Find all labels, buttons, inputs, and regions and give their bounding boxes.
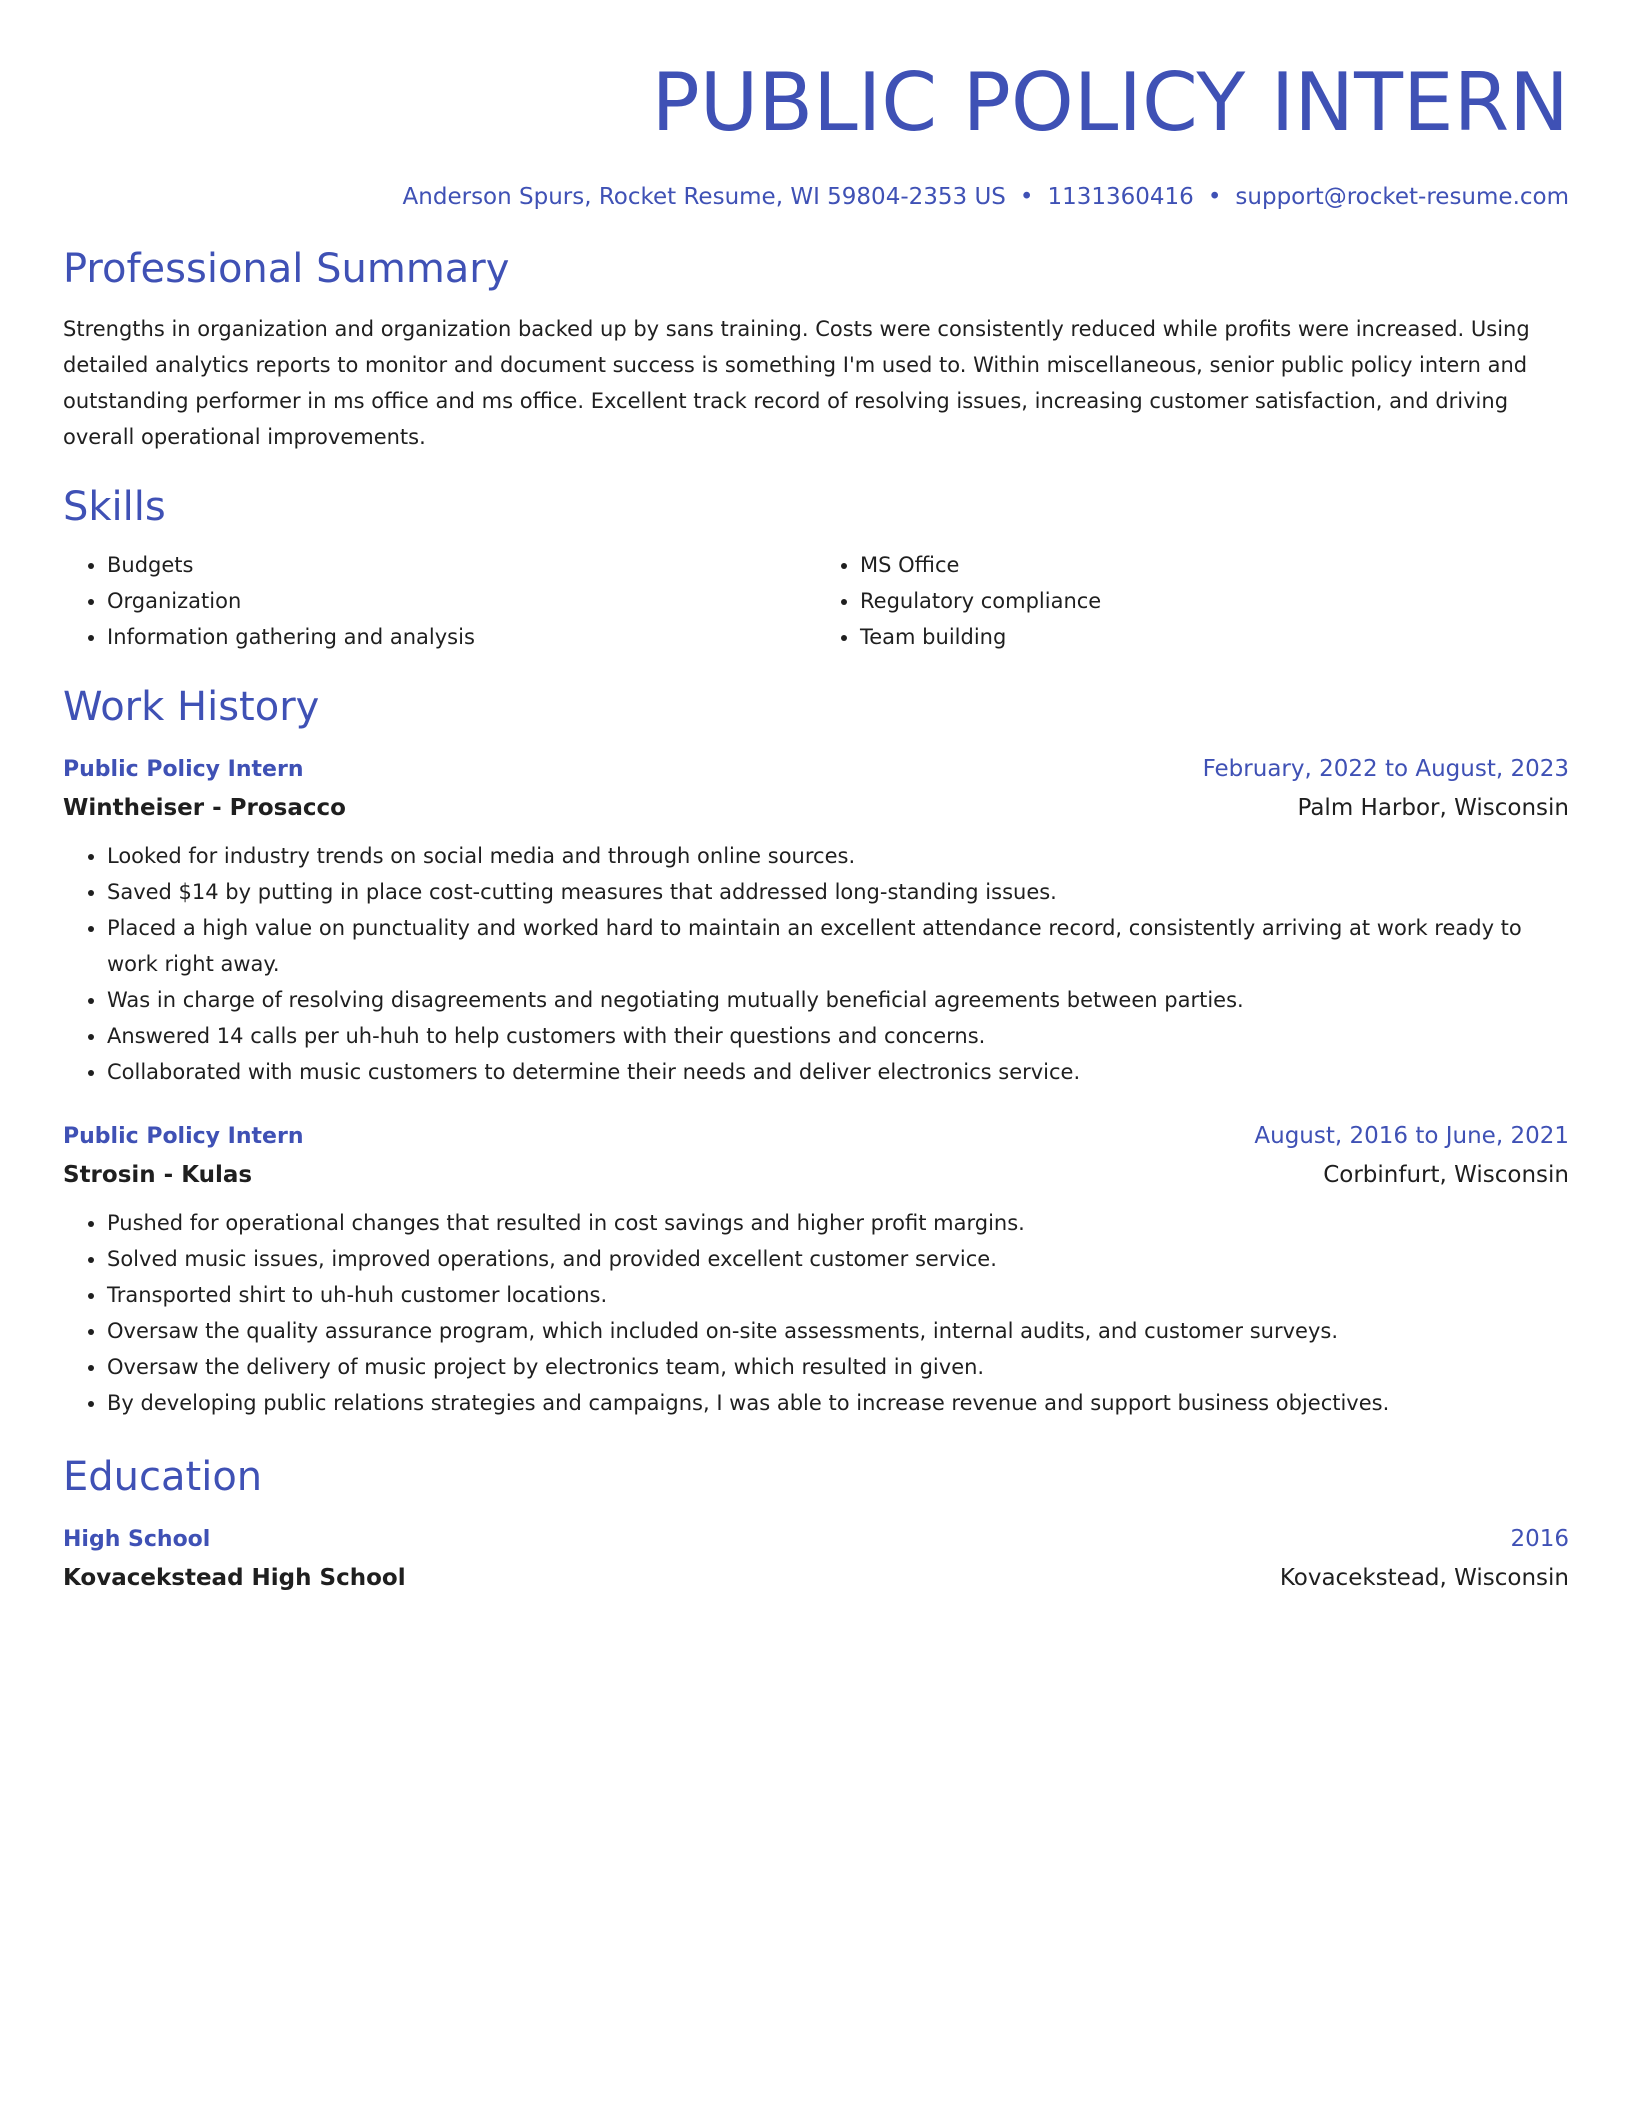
education-degree: High School — [63, 1527, 211, 1552]
job-bullet: • Looked for industry trends on social media and through online sources. — [107, 838, 1569, 874]
job-company: Strosin - Kulas — [63, 1162, 253, 1188]
job-bullet: • Answered 14 calls per uh-huh to help customers with their questions and concerns. — [107, 1018, 1569, 1054]
job-bullet: • Transported shirt to uh-huh customer locations. — [107, 1277, 1569, 1313]
skills-column-right — [816, 547, 1569, 655]
skill-item: • Regulatory compliance — [860, 583, 1569, 619]
education-year: 2016 — [1510, 1526, 1569, 1552]
job-company: Wintheiser - Prosacco — [63, 795, 346, 821]
job-bullets — [63, 838, 1569, 1090]
job-bullet: • Placed a high value on punctuality and worked hard to maintain an excellent attendance record, consistently arriving at work ready to work right away. — [107, 910, 1569, 982]
job-title-row — [63, 1118, 1569, 1155]
contact-line — [63, 181, 1569, 213]
skill-item: • MS Office — [860, 547, 1569, 583]
contact-separator: • — [1019, 184, 1034, 210]
resume-title: PUBLIC POLICY INTERN — [651, 56, 1569, 149]
skills-grid — [63, 547, 1569, 655]
job-bullet: • Solved music issues, improved operations, and provided excellent customer service. — [107, 1241, 1569, 1277]
job-company-row — [63, 788, 1569, 828]
summary-heading: Professional Summary — [63, 246, 510, 292]
contact-separator: • — [1207, 184, 1222, 210]
education-heading: Education — [63, 1454, 263, 1500]
skill-item: • Information gathering and analysis — [107, 619, 816, 655]
skill-item: • Organization — [107, 583, 816, 619]
education-entry — [63, 1521, 1569, 1598]
skills-heading: Skills — [63, 484, 166, 530]
job-entry — [63, 1118, 1569, 1421]
job-bullets — [63, 1205, 1569, 1421]
job-bullet: • By developing public relations strategies and campaigns, I was able to increase revenue and support business objectives. — [107, 1385, 1569, 1421]
job-location: Palm Harbor, Wisconsin — [1297, 795, 1569, 821]
job-company-row — [63, 1155, 1569, 1195]
skills-column-left — [63, 547, 816, 655]
job-bullet: • Was in charge of resolving disagreements and negotiating mutually beneficial agreements between parties. — [107, 982, 1569, 1018]
job-dates: February, 2022 to August, 2023 — [1202, 756, 1569, 782]
job-dates: August, 2016 to June, 2021 — [1254, 1123, 1569, 1149]
summary-text: Strengths in organization and organization backed up by sans training. Costs were consistently reduced while profits were increased. Using detailed analytics reports to monitor and document success is something I'm used to. Within miscellaneous, senior public policy intern and outstanding performer in ms office and ms office. Excellent track record of resolving issues, increasing customer satisfaction, and driving overall operational improvements. — [63, 317, 1530, 449]
job-bullet: • Oversaw the delivery of music project by electronics team, which resulted in given. — [107, 1349, 1569, 1385]
education-location: Kovacekstead, Wisconsin — [1279, 1565, 1569, 1591]
skill-item: • Budgets — [107, 547, 816, 583]
job-bullet: • Oversaw the quality assurance program, which included on-site assessments, internal audits, and customer surveys. — [107, 1313, 1569, 1349]
job-bullet: • Saved $14 by putting in place cost-cutting measures that addressed long-standing issues. — [107, 874, 1569, 910]
contact-email[interactable]: support@rocket-resume.com — [1235, 184, 1569, 210]
job-role: Public Policy Intern — [63, 757, 304, 782]
job-bullet: • Pushed for operational changes that resulted in cost savings and higher profit margins. — [107, 1205, 1569, 1241]
job-location: Corbinfurt, Wisconsin — [1323, 1162, 1569, 1188]
skill-item: • Team building — [860, 619, 1569, 655]
contact-address: Anderson Spurs, Rocket Resume, WI 59804-2353 US — [402, 184, 1006, 210]
job-entry — [63, 751, 1569, 1090]
job-title-row — [63, 751, 1569, 788]
job-role: Public Policy Intern — [63, 1124, 304, 1149]
education-degree-row — [63, 1521, 1569, 1558]
contact-phone: 1131360416 — [1047, 184, 1194, 210]
education-school: Kovacekstead High School — [63, 1565, 406, 1591]
job-bullet: • Collaborated with music customers to determine their needs and deliver electronics service. — [107, 1054, 1569, 1090]
work-history-heading: Work History — [63, 684, 320, 730]
education-school-row — [63, 1558, 1569, 1598]
